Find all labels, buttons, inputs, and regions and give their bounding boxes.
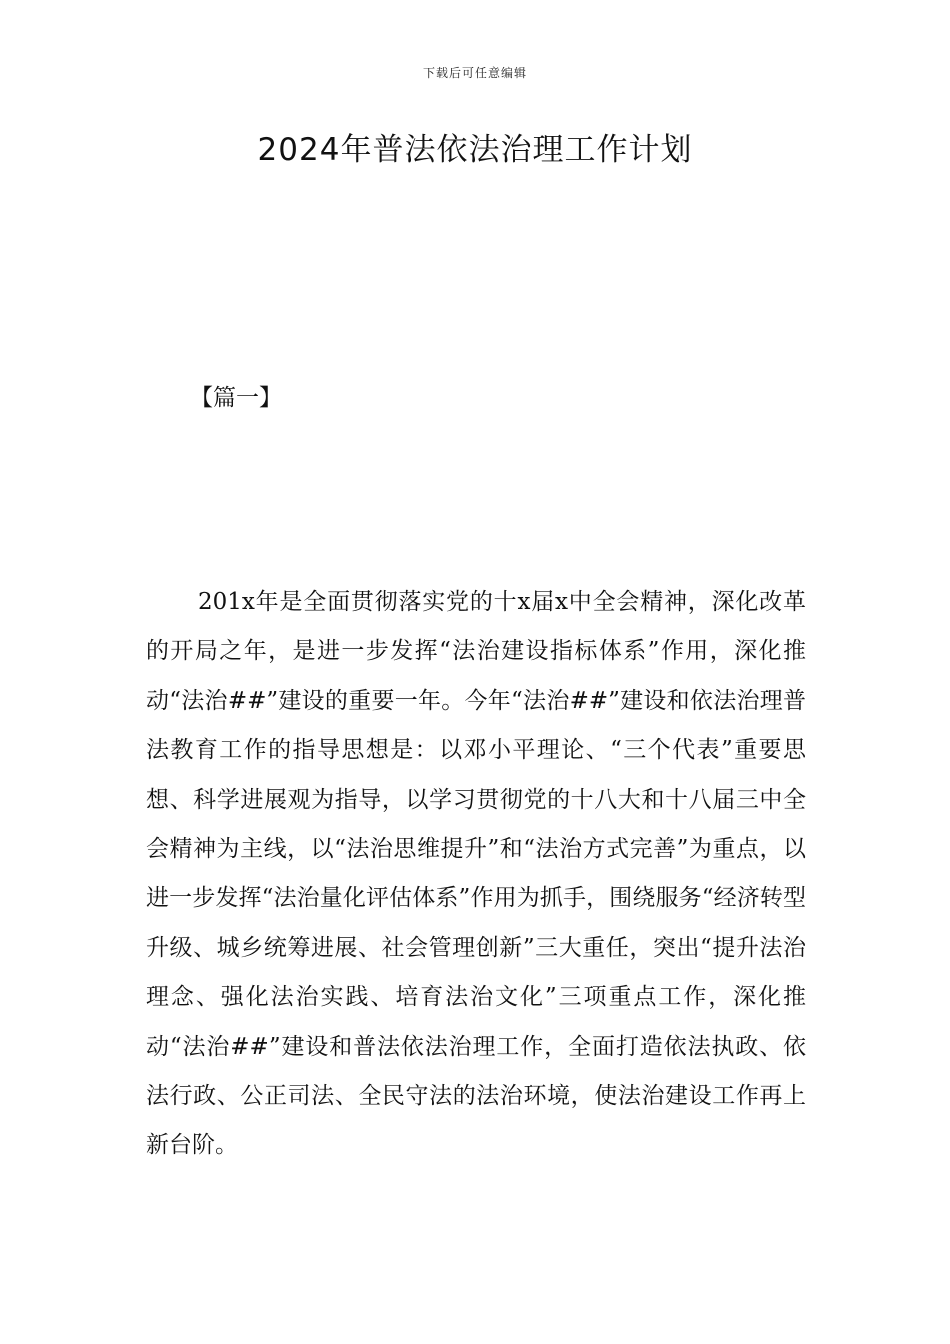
header-note: 下载后可任意编辑	[422, 66, 527, 80]
section-label: 【篇一】	[190, 385, 282, 411]
document-title: 2024年普法依法治理工作计划	[257, 132, 693, 168]
body-paragraph: 201x年是全面贯彻落实党的十x届x中全会精神，深化改革的开局之年，是进一步发挥“法治建设指标体系”作用，深化推动“法治##”建设的重要一年。今年“法治##”建设和依法治理普法教育工作的指导思想是：以邓小平理论、“三个代表”重要思想、科学进展观为指导，以学习贯彻党的十八大和十八届三中全会精神为主线，以“法治思维提升”和“法治方式完善”为重点，以进一步发挥“法治量化评估体系”作用为抓手，围绕服务“经济转型升级、城乡统筹进展、社会管理创新”三大重任，突出“提升法治理念、强化法治实践、培育法治文化”三项重点工作，深化推动“法治##”建设和普法依法治理工作，全面打造依法执政、依法行政、公正司法、全民守法的法治环境，使法治建设工作再上新台阶。	[146, 589, 806, 1159]
